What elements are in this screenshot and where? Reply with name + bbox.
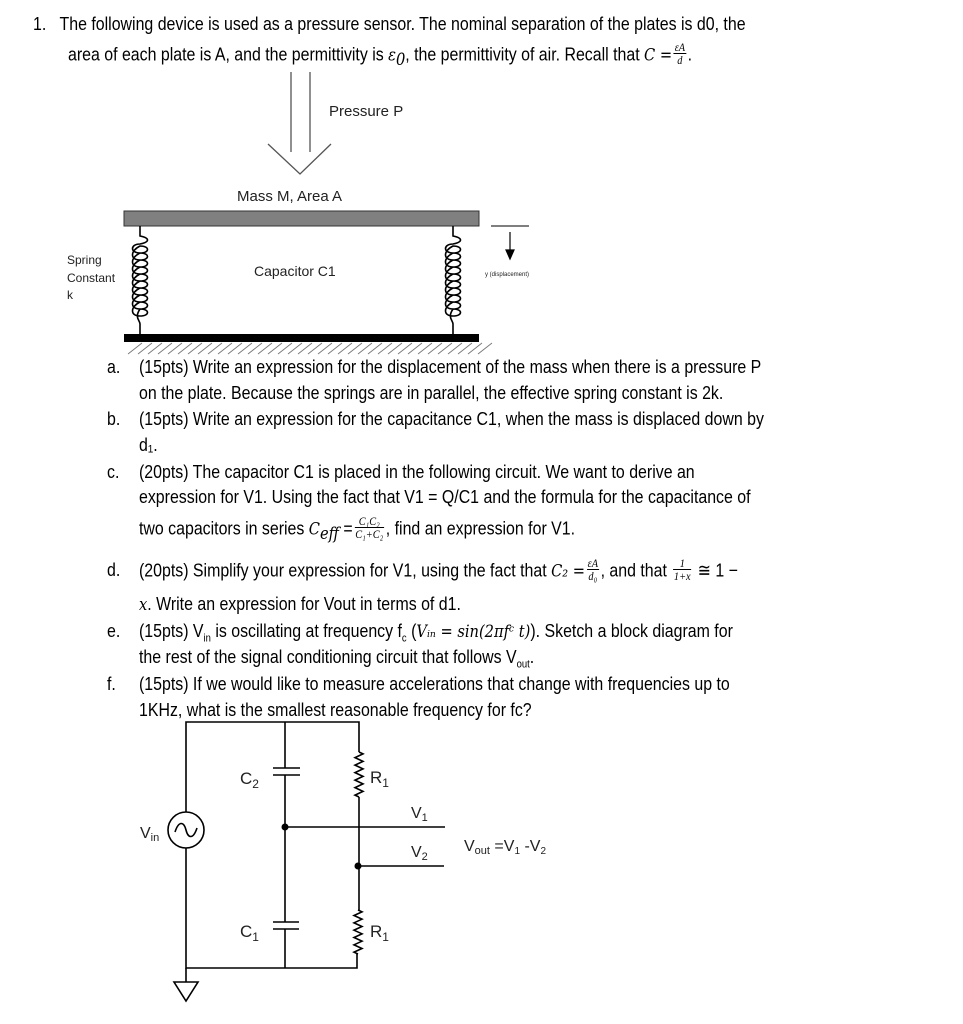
c2-label: $C_2$ (240, 769, 259, 791)
fraction-denominator: d (677, 53, 683, 67)
spring-label: Spring (67, 253, 102, 267)
vout-label: Vout =V1 -V2 (464, 838, 547, 857)
fc-subscript: c (401, 632, 407, 645)
capacitor-label: Capacitor C1 (254, 263, 336, 279)
part-d-label: d. (107, 559, 121, 580)
vin-label: Vin (140, 825, 160, 844)
r1-bottom-label: $R_1$ (370, 922, 389, 944)
part-c-text: two capacitors in series (139, 517, 309, 539)
fraction-numerator: C₁C₂ (354, 515, 384, 528)
c1-label: $C_1$ (240, 922, 259, 944)
ceff-symbol: C (308, 519, 320, 540)
part-a-line-1: (15pts) Write an expression for the displacement of the mass when there is a pressure P (139, 356, 762, 377)
pressure-label: Pressure P (329, 103, 404, 120)
vout-subscript: out (516, 658, 530, 671)
question-text: The following device is used as a pressure sensor. The nominal separation of the plates is d0, the (59, 13, 746, 34)
part-e-line-2 (139, 646, 534, 676)
spring-label: Constant (67, 271, 116, 285)
top-plate (124, 211, 479, 226)
c2-fraction (587, 557, 599, 582)
mass-label: Mass M, Area A (237, 188, 343, 205)
part-c-line-3 (139, 514, 576, 545)
part-b-line-1: (15pts) Write an expression for the capacitance C1, when the mass is displaced down by (139, 408, 764, 429)
r1-top-label: $R_1$ (370, 768, 389, 790)
spring-right-icon (446, 226, 461, 334)
ground-hatching (128, 343, 492, 354)
part-a-line-2: on the plate. Because the springs are in parallel, the effective spring constant is 2k. (139, 382, 724, 403)
part-d-line-2 (139, 593, 461, 616)
part-a-label: a. (107, 356, 121, 377)
part-d-text: ≅ 1 − (693, 559, 738, 581)
part-d-text: , and that (600, 559, 672, 581)
part-d-line-1 (139, 556, 738, 584)
question-text: , the permittivity of air. Recall that (405, 43, 645, 65)
part-e-text: (15pts) V (139, 620, 204, 641)
part-b-line-2: d₁. (139, 434, 158, 455)
variable-x: x (139, 595, 148, 615)
ceff-subscript: eff (319, 524, 339, 545)
vin-subscript: in (203, 632, 211, 645)
epsilon-symbol: ε (388, 45, 396, 66)
part-e-text: . (529, 646, 535, 667)
epsilon-subscript: 0 (395, 50, 406, 71)
part-b-label: b. (107, 408, 121, 429)
pressure-arrow-icon (268, 72, 331, 174)
ac-source-icon (168, 812, 204, 848)
v2-label: V2 (411, 844, 428, 863)
node-dot (282, 824, 289, 831)
fraction-denominator: d₀ (588, 569, 598, 583)
equals: = (338, 517, 353, 539)
spring-label: k (67, 288, 73, 302)
part-f-line-1: (15pts) If we would like to measure accelerations that change with frequencies up to (139, 673, 730, 694)
circuit-diagram (174, 722, 445, 1001)
bottom-plate (124, 334, 479, 342)
fraction-denominator: 1+x (673, 569, 691, 583)
node-dot (355, 863, 362, 870)
part-e-text: the rest of the signal conditioning circuit that follows V (139, 646, 517, 667)
capacitance-formula-lhs: C = (644, 45, 673, 66)
spring-left-icon (133, 226, 148, 334)
fraction-numerator: 1 (673, 557, 691, 570)
fraction-numerator: εA (674, 40, 686, 54)
fraction-numerator: εA (587, 556, 598, 570)
vin-formula: Vᵢₙ = sin(2πfᶜ t) (416, 622, 531, 642)
part-e-text: ( (406, 620, 417, 641)
part-c-line-2: expression for V1. Using the fact that V1 = Q/C1 and the formula for the capacitance of (139, 486, 751, 507)
displacement-arrow-icon (491, 226, 529, 259)
part-d-text: . Write an expression for Vout in terms of d1. (147, 593, 461, 614)
series-capacitance-fraction (354, 515, 384, 540)
part-d-text: (20pts) Simplify your expression for V1, using the fact that (139, 559, 552, 581)
question-number: 1. (33, 13, 47, 34)
displacement-label: y (displacement) (485, 272, 530, 278)
question-text: area of each plate is A, and the permittivity is (68, 43, 389, 65)
part-c-text: , find an expression for V1. (385, 517, 576, 539)
part-e-text: ). Sketch a block diagram for (530, 620, 733, 641)
c2-formula-lhs: C₂ = (551, 561, 586, 582)
v1-label: V1 (411, 805, 428, 824)
part-e-text: is oscillating at frequency f (210, 620, 402, 641)
part-c-line-1: (20pts) The capacitor C1 is placed in the following circuit. We want to derive an (139, 461, 695, 482)
part-f-label: f. (107, 673, 116, 694)
approximation-fraction (673, 557, 691, 582)
period: . (687, 43, 693, 65)
part-c-label: c. (107, 461, 120, 482)
part-e-label: e. (107, 620, 121, 641)
fraction-denominator: C₁+C₂ (355, 527, 384, 541)
part-f-line-2: 1KHz, what is the smallest reasonable frequency for fc? (139, 699, 532, 720)
